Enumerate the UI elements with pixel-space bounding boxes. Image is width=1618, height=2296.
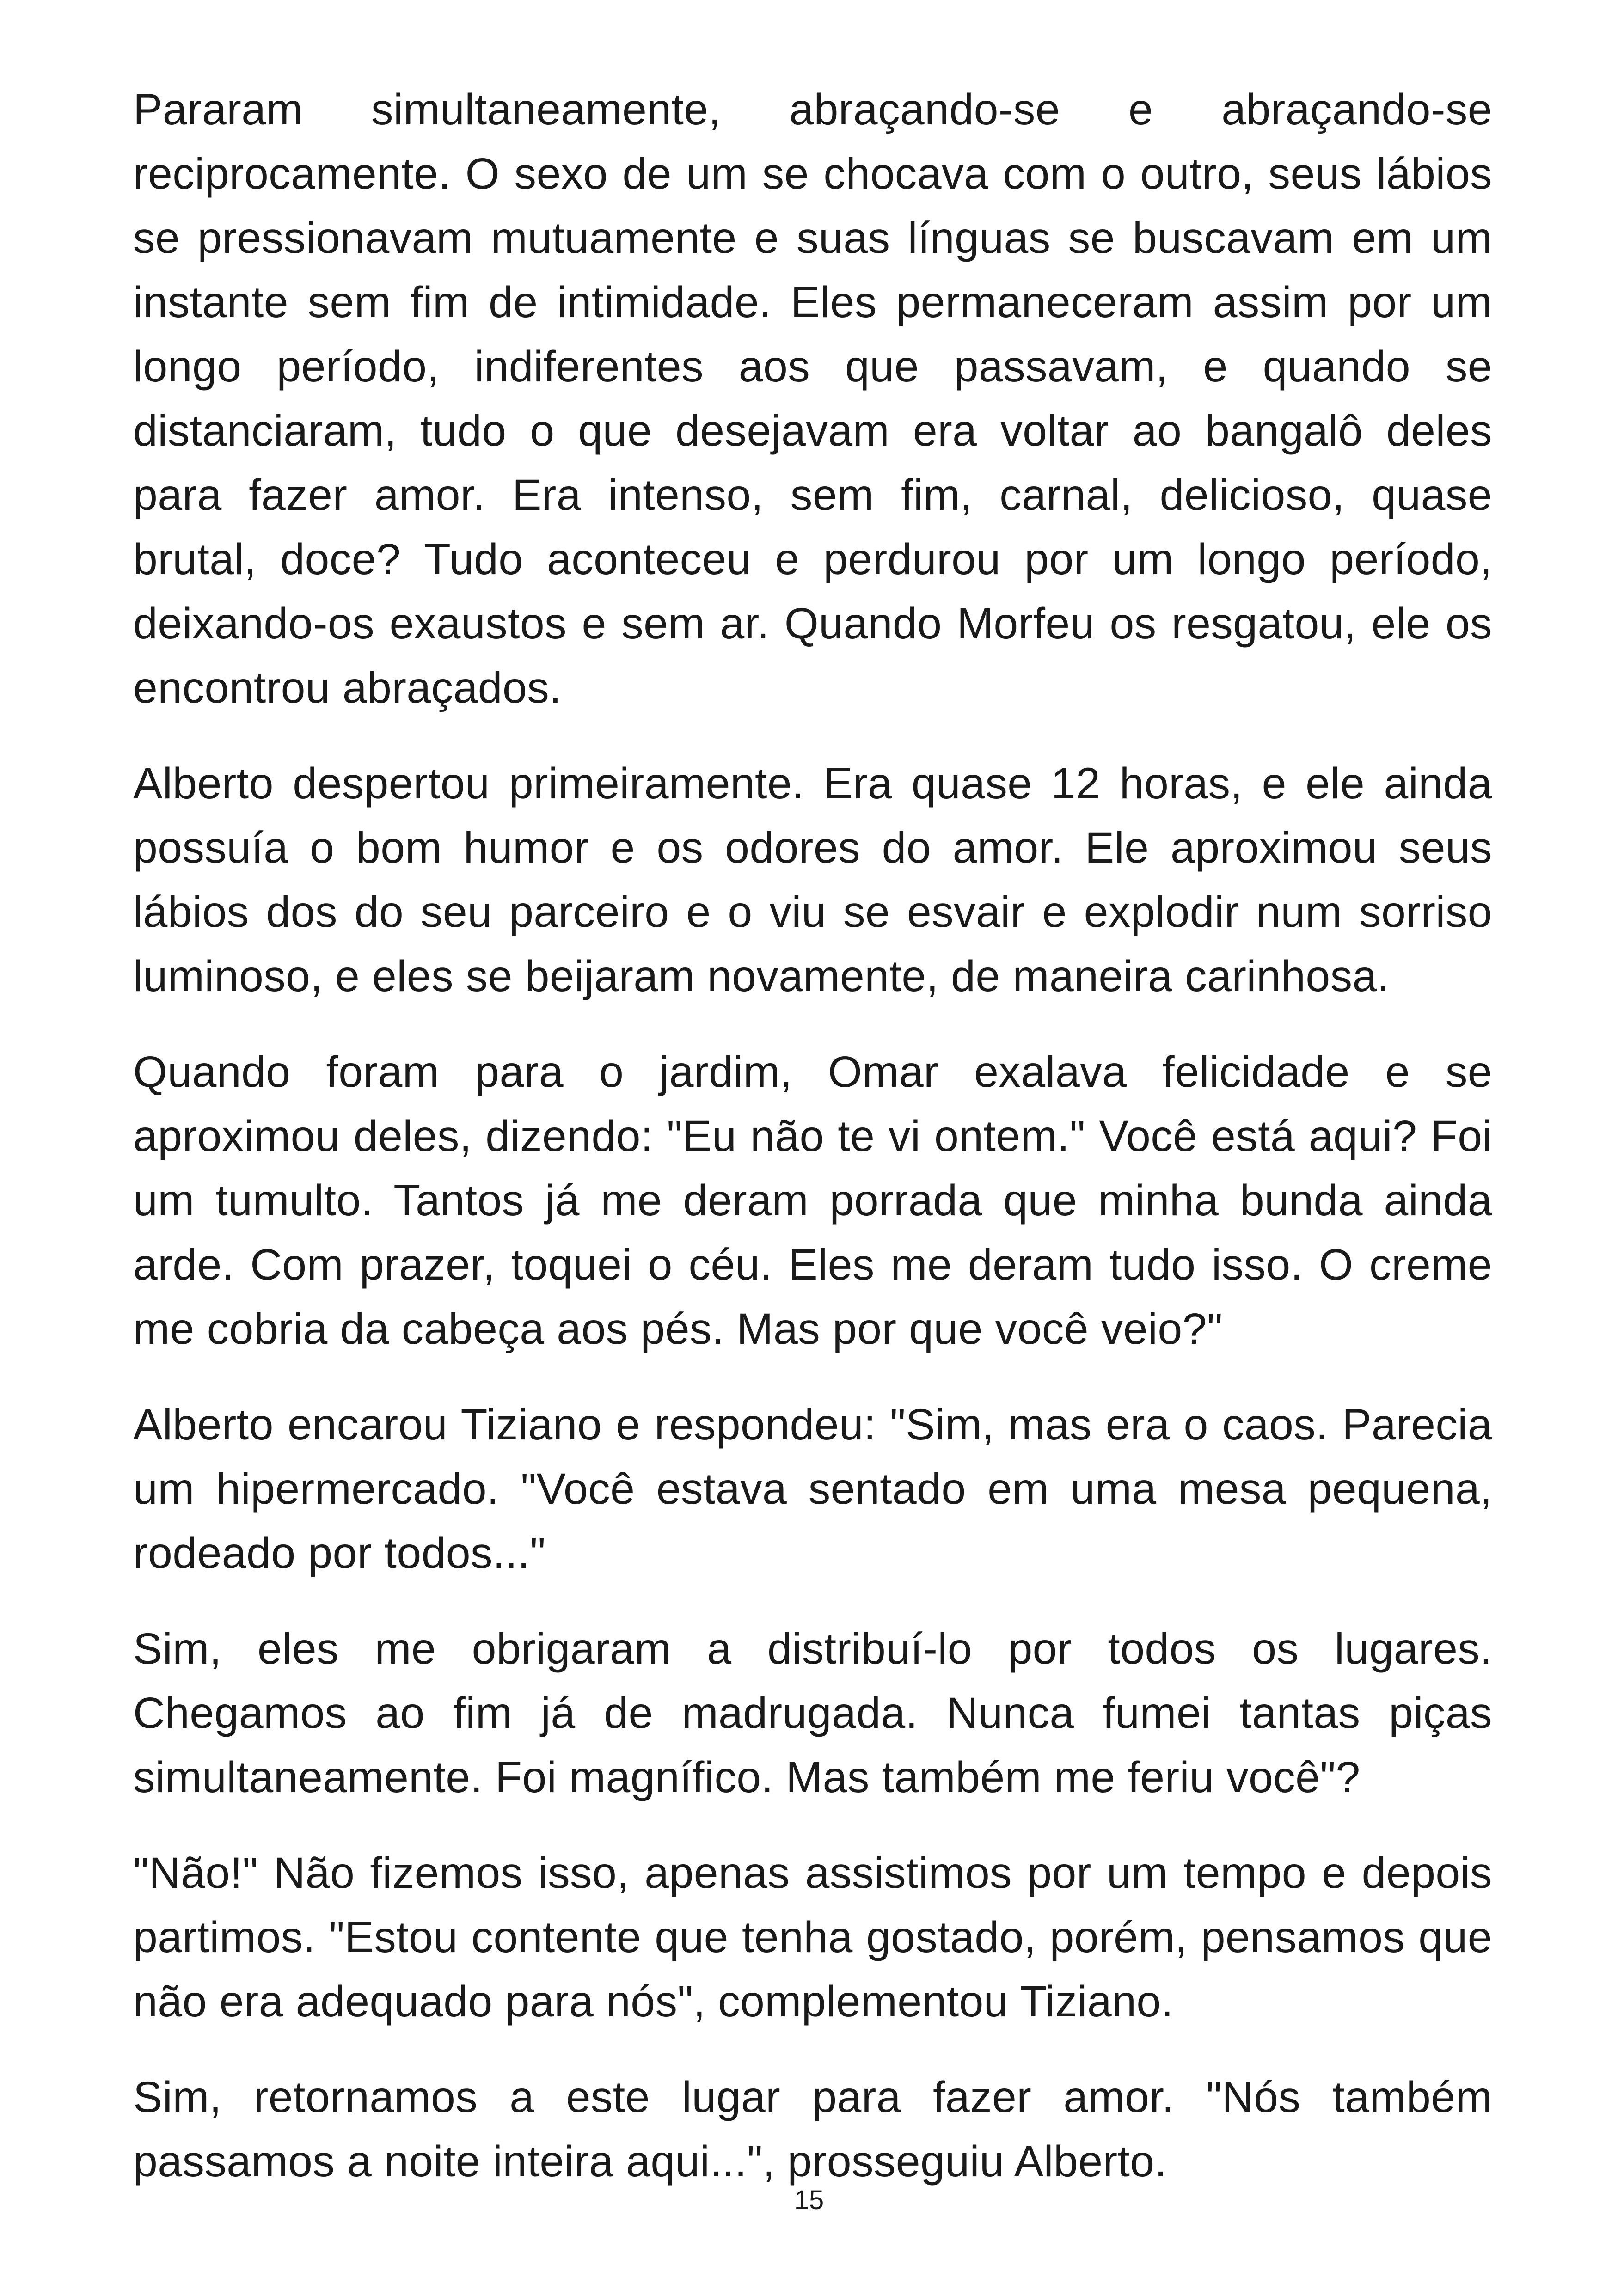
- page-body: [133, 78, 1492, 2225]
- paragraph: Alberto encarou Tiziano e respondeu: "Sim, mas era o caos. Parecia um hipermercado. "Você estava sentado em uma mesa pequena, rodeado por todos...": [133, 1400, 1492, 1578]
- paragraph: Sim, eles me obrigaram a distribuí-lo por todos os lugares. Chegamos ao fim já de madrugada. Nunca fumei tantas piças simultaneamente. Foi magnífico. Mas também me feriu você"?: [133, 1624, 1492, 1802]
- paragraph: "Não!" Não fizemos isso, apenas assistimos por um tempo e depois partimos. "Estou contente que tenha gostado, porém, pensamos que não era adequado para nós", complementou Tiziano.: [133, 1849, 1492, 2026]
- paragraph: Sim, retornamos a este lugar para fazer amor. "Nós também passamos a noite inteira aqui...", prosseguiu Alberto.: [133, 2073, 1492, 2186]
- page-number: 15: [794, 2185, 824, 2215]
- paragraph: Pararam simultaneamente, abraçando-se e abraçando-se reciprocamente. O sexo de um se chocava com o outro, seus lábios se pressionavam mutuamente e suas línguas se buscavam em um instante sem fim de intimidade. Eles permaneceram assim por um longo período, indiferentes aos que passavam, e quando se distanciaram, tudo o que desejavam era voltar ao bangalô deles para fazer amor. Era intenso, sem fim, carnal, delicioso, quase brutal, doce? Tudo aconteceu e perdurou por um longo período, deixando-os exaustos e sem ar. Quando Morfeu os resgatou, ele os encontrou abraçados.: [133, 85, 1492, 712]
- paragraph: Quando foram para o jardim, Omar exalava felicidade e se aproximou deles, dizendo: "Eu não te vi ontem." Você está aqui? Foi um tumulto. Tantos já me deram porrada que minha bunda ainda arde. Com prazer, toquei o céu. Eles me deram tudo isso. O creme me cobria da cabeça aos pés. Mas por que você veio?": [133, 1047, 1492, 1353]
- paragraph: Alberto despertou primeiramente. Era quase 12 horas, e ele ainda possuía o bom humor e os odores do amor. Ele aproximou seus lábios dos do seu parceiro e o viu se esvair e explodir num sorriso luminoso, e eles se beijaram novamente, de maneira carinhosa.: [133, 759, 1492, 1001]
